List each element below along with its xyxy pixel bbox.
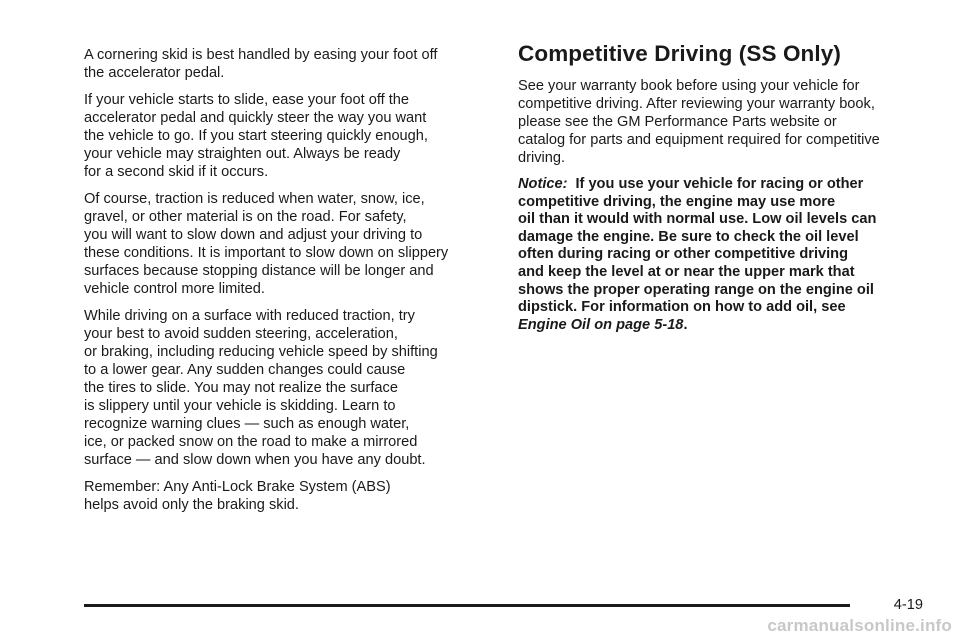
body-paragraph: A cornering skid is best handled by easing your foot off the accelerator pedal. — [84, 47, 438, 81]
footer-rule — [84, 604, 850, 607]
notice-end: . — [683, 316, 688, 333]
section-heading: Competitive Driving (SS Only) — [518, 41, 841, 66]
body-paragraph: While driving on a surface with reduced traction, try your best to avoid sudden steering, acceleration, or braking, including reducing vehicle speed by shifting to a lower gear. Any sudden changes could cause the tires to slide. You may not realize the surface is slippery until your vehicle is skidding. Learn to recognize warning clues — such as enough water, ice, or packed snow on the road to make a mirrored surface — and slow down when you have any doubt. — [84, 308, 438, 468]
right-column — [518, 40, 928, 334]
cross-reference-link[interactable]: Engine Oil on page 5-18 — [518, 316, 684, 333]
notice-block — [518, 176, 928, 334]
body-paragraph: See your warranty book before using your vehicle for competitive driving. After reviewing your warranty book, please see the GM Performance Parts website or catalog for parts and equipment required for competitive driving. — [518, 78, 880, 166]
body-paragraph: Remember: Any Anti-Lock Brake System (ABS) helps avoid only the braking skid. — [84, 479, 391, 513]
body-paragraph: Of course, traction is reduced when water, snow, ice, gravel, or other material is on the road. For safety, you will want to slow down and adjust your driving to these conditions. It is important to slow down on slippery surfaces because stopping distance will be longer and vehicle control more limited. — [84, 191, 449, 297]
notice-text: If you use your vehicle for racing or other competitive driving, the engine may use more oil than it would with normal use. Low oil levels can damage the engine. Be sure to check the oil level often during racing or other competitive driving and keep the level at or near the upper mark that shows the proper operating range on the engine oil dipstick. For information on how to add oil, see — [518, 176, 877, 316]
notice-label: Notice: — [518, 176, 568, 192]
left-column — [84, 46, 496, 523]
body-paragraph: If your vehicle starts to slide, ease your foot off the accelerator pedal and quickly steer the way you want the vehicle to go. If you start steering quickly enough, your vehicle may straighten out. Always be ready for a second skid if it occurs. — [84, 92, 428, 180]
watermark: carmanualsonline.info — [767, 616, 952, 635]
page-number: 4-19 — [893, 597, 923, 613]
